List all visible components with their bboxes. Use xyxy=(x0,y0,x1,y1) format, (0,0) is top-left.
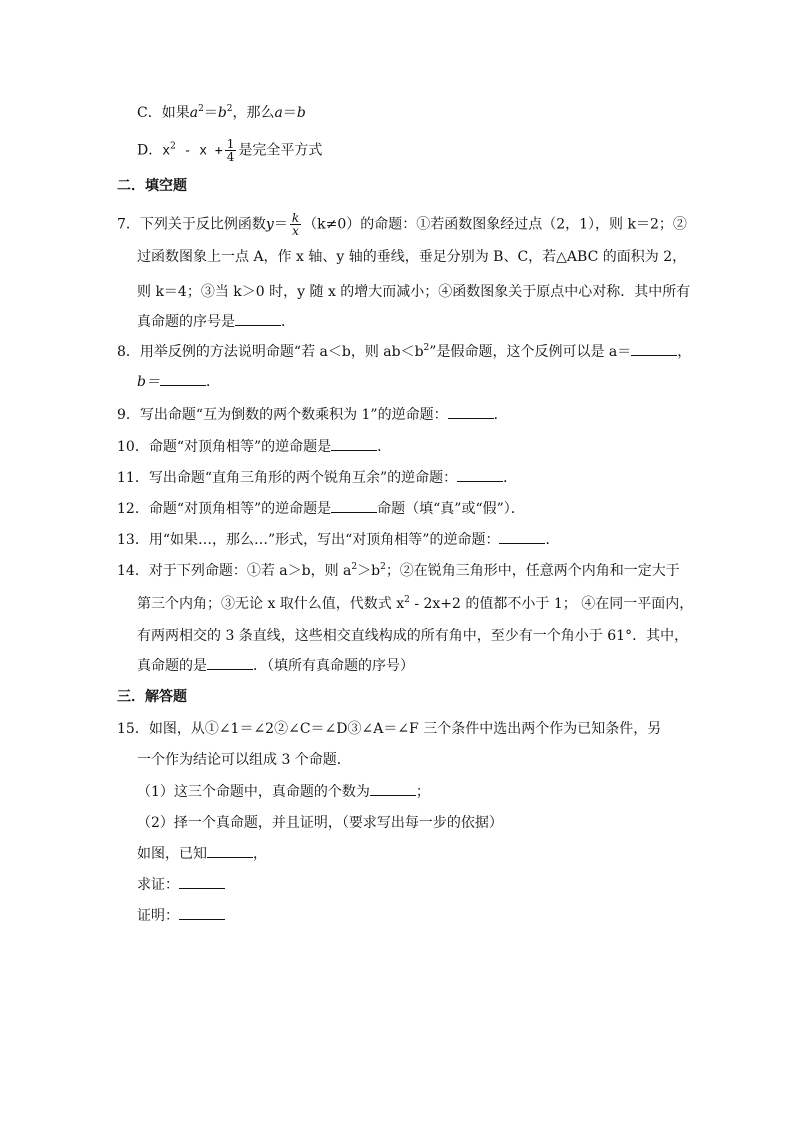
answer-blank[interactable] xyxy=(207,657,253,670)
question-12: 12．命题“对顶角相等”的逆命题是 命题（填“真”或“假”）． xyxy=(117,501,525,517)
section-answer-heading: 三．解答题 xyxy=(117,689,187,705)
question-7-line-2: 过函数图象上一点 A，作 x 轴、y 轴的垂线，垂足分别为 B、C，若△ABC 的面积为 2， xyxy=(137,249,687,265)
answer-blank[interactable] xyxy=(370,783,416,796)
question-14-line-3: 有两两相交的 3 条直线，这些相交直线构成的所有角中，至少有一个角小于 61°．其中， xyxy=(137,628,689,644)
question-7-line-1: 7．下列关于反比例函数y＝ $\frac{k}{x}$ （k≠0）的命题：①若函数图象经过点（2，1），则 k＝2；② xyxy=(117,211,687,238)
question-15-prove: 求证： xyxy=(137,876,225,894)
fraction-k-over-x: $\frac{k}{x}$ xyxy=(291,211,300,238)
question-15-line-2: 一个作为结论可以组成 3 个命题． xyxy=(137,752,351,768)
question-11: 11．写出命题“直角三角形的两个锐角互余”的逆命题： ． xyxy=(117,470,518,486)
answer-blank[interactable] xyxy=(179,907,225,920)
question-7-line-3: 则 k＝4；③当 k＞0 时，y 随 x 的增大而减小；④函数图象关于原点中心对称．其中所有 xyxy=(137,284,691,300)
question-15-part-2: （2）择一个真命题，并且证明，（要求写出每一步的依据） xyxy=(137,815,503,831)
question-14-line-2: 第三个内角；③无论 x 取什么值，代数式 $x^2 - 2x+2$ 的值都不小于 1； ④在同一平面内， xyxy=(137,595,694,612)
question-9: 9．写出命题“互为倒数的两个数乘积为 1”的逆命题： ． xyxy=(117,407,508,423)
question-14-line-1: 14．对于下列命题：①若 a＞b，则 $a^2>b^2$；②在锐角三角形中，任意两个内角和一定大于 xyxy=(117,562,680,579)
question-15-proof: 证明： xyxy=(137,907,225,925)
answer-blank[interactable] xyxy=(457,469,503,482)
answer-blank[interactable] xyxy=(235,313,281,326)
question-7-line-4: 真命题的序号是 ． xyxy=(137,314,295,330)
answer-blank[interactable] xyxy=(331,438,377,451)
option-c: C．如果$a^2=b^2$，那么a＝b xyxy=(137,104,306,121)
answer-blank[interactable] xyxy=(499,531,545,544)
answer-blank[interactable] xyxy=(331,500,377,513)
question-15-line-1: 15．如图，从①∠1＝∠2②∠C＝∠D③∠A＝∠F 三个条件中选出两个作为已知条件，另 xyxy=(117,721,662,737)
section-fill-in-heading: 二．填空题 xyxy=(117,178,187,194)
question-10: 10．命题“对顶角相等”的逆命题是 ． xyxy=(117,439,392,455)
option-d: D．$x^2$ - x + $\frac{1}{4}$ 是完全平方式 xyxy=(137,137,323,164)
question-8-line-1: 8．用举反例的方法说明命题“若 a＜b，则 $ab<b^2$”是假命题，这个反例可以是 a＝ ， xyxy=(117,343,692,360)
question-8-line-2: b＝ ． xyxy=(137,374,220,390)
answer-blank[interactable] xyxy=(179,876,225,889)
question-15-known: 如图，已知 ， xyxy=(137,846,267,862)
question-14-line-4: 真命题的是 ．（填所有真命题的序号） xyxy=(137,658,414,674)
answer-blank[interactable] xyxy=(448,406,494,419)
question-15-part-1: （1）这三个命题中，真命题的个数为 ； xyxy=(137,784,430,800)
answer-blank[interactable] xyxy=(207,845,253,858)
question-13: 13．用“如果…，那么…”形式，写出“对顶角相等”的逆命题： ． xyxy=(117,532,560,548)
answer-blank-b[interactable] xyxy=(160,373,206,386)
answer-blank-a[interactable] xyxy=(631,343,677,356)
fraction-one-quarter: $\frac{1}{4}$ xyxy=(226,137,235,164)
